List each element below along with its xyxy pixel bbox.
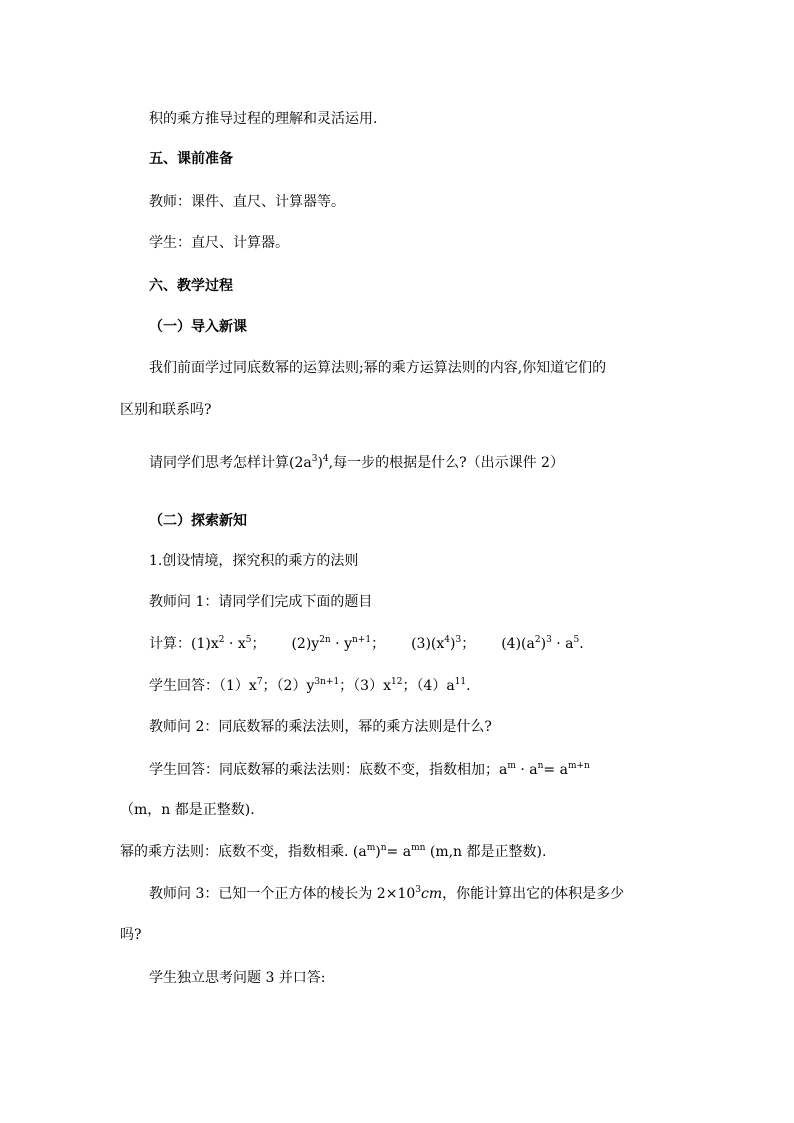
paragraph-line: 教师：课件、直尺、计算器等。 (149, 194, 345, 210)
superscript: 4 (444, 635, 451, 645)
paragraph-line: 区别和联系吗? (120, 402, 212, 418)
text-run: . (579, 636, 584, 652)
superscript: 11 (454, 677, 467, 687)
text-run: （4）a (416, 678, 455, 694)
text-run: （2）y (276, 678, 315, 694)
text-run: · a (551, 636, 574, 652)
text-run: = a (543, 762, 568, 778)
superscript: 2 (218, 635, 225, 645)
text-run: 学生回答： (149, 678, 219, 694)
math-exercise-line (149, 634, 584, 654)
text-run: · a (515, 762, 538, 778)
text-run: ； (251, 636, 266, 652)
text-run: ，你能计算出它的体积是多少 (442, 886, 625, 902)
text-run: · y (330, 636, 352, 652)
paragraph-line: 教师问 2：同底数幂的乘法法则，幂的乘方法则是什么? (149, 719, 492, 735)
superscript: 7 (256, 677, 263, 687)
text-run: ) (540, 636, 547, 652)
text-run: (2)y (291, 636, 320, 652)
superscript: 2n (319, 635, 331, 645)
superscript: n (380, 843, 387, 853)
text-run: 学生回答：同底数幂的乘法法则：底数不变，指数相加；a (149, 762, 508, 778)
superscript: m (507, 761, 516, 771)
text-run: (4)(a (501, 636, 535, 652)
paragraph-line: （m，n 都是正整数). (120, 802, 255, 818)
text-run: (3)(x (411, 636, 445, 652)
text-run: (m,n 都是正整数). (425, 844, 547, 860)
text-run: ； (402, 678, 417, 694)
superscript: m+n (567, 761, 590, 771)
paragraph-line: 1.创设情境，探究积的乘方的法则 (149, 553, 359, 569)
text-run: ) (317, 455, 323, 471)
text-run: 请同学们思考怎样计算(2a (149, 455, 312, 471)
math-answer-line (149, 676, 471, 696)
text-run: . (466, 678, 471, 694)
superscript: 5 (573, 635, 580, 645)
superscript: 3n+1 (314, 677, 340, 687)
paragraph-line: 学生独立思考问题 3 并口答: (149, 970, 326, 986)
text-run: 计算： (149, 636, 191, 652)
unit-text: cm (421, 886, 443, 902)
paragraph-line: 吗? (120, 927, 142, 943)
superscript: m (366, 843, 376, 853)
text-run: ) (375, 844, 381, 860)
superscript: 4 (322, 454, 329, 464)
section-heading: 五、课前准备 (149, 151, 233, 167)
text-run: （1）x (219, 678, 257, 694)
text-run: ,每一步的根据是什么?（出示课件 2） (328, 455, 564, 471)
paragraph-line: 积的乘方推导过程的理解和灵活运用. (149, 111, 378, 127)
text-run: ； (371, 636, 386, 652)
paragraph-line: 我们前面学过同底数幂的运算法则;幂的乘方运算法则的内容,你知道它们的 (149, 360, 607, 376)
text-run: ； (339, 678, 354, 694)
text-run: ) (450, 636, 456, 652)
superscript: 2 (534, 635, 541, 645)
text-run: ； (262, 678, 277, 694)
paragraph-line (120, 842, 546, 862)
paragraph-line (149, 760, 590, 780)
superscript: 12 (390, 677, 403, 687)
paragraph-line (149, 884, 624, 904)
text-run: = a (386, 844, 412, 860)
text-run: (1)x (191, 636, 219, 652)
superscript: 3 (546, 635, 552, 645)
subsection-heading: （二）探索新知 (149, 513, 247, 529)
superscript: 3 (311, 454, 318, 464)
superscript: 3 (415, 885, 421, 895)
superscript: n+1 (352, 635, 372, 645)
text-run: · x (224, 636, 246, 652)
superscript: 5 (245, 635, 252, 645)
text-run: 幂的乘方法则：底数不变，指数相乘. (a (120, 844, 367, 860)
text-run: 教师问 3：已知一个正方体的棱长为 2×10 (149, 886, 416, 902)
paragraph-line (149, 453, 564, 473)
text-run: （3）x (353, 678, 391, 694)
superscript: mn (411, 843, 426, 853)
section-heading: 六、教学过程 (149, 278, 233, 294)
paragraph-line: 学生：直尺、计算器。 (149, 235, 289, 251)
paragraph-line: 教师问 1：请同学们完成下面的题目 (149, 594, 373, 610)
superscript: 3 (455, 635, 462, 645)
subsection-heading: （一）导入新课 (149, 319, 247, 335)
superscript: n (537, 761, 544, 771)
text-run: ； (461, 636, 476, 652)
